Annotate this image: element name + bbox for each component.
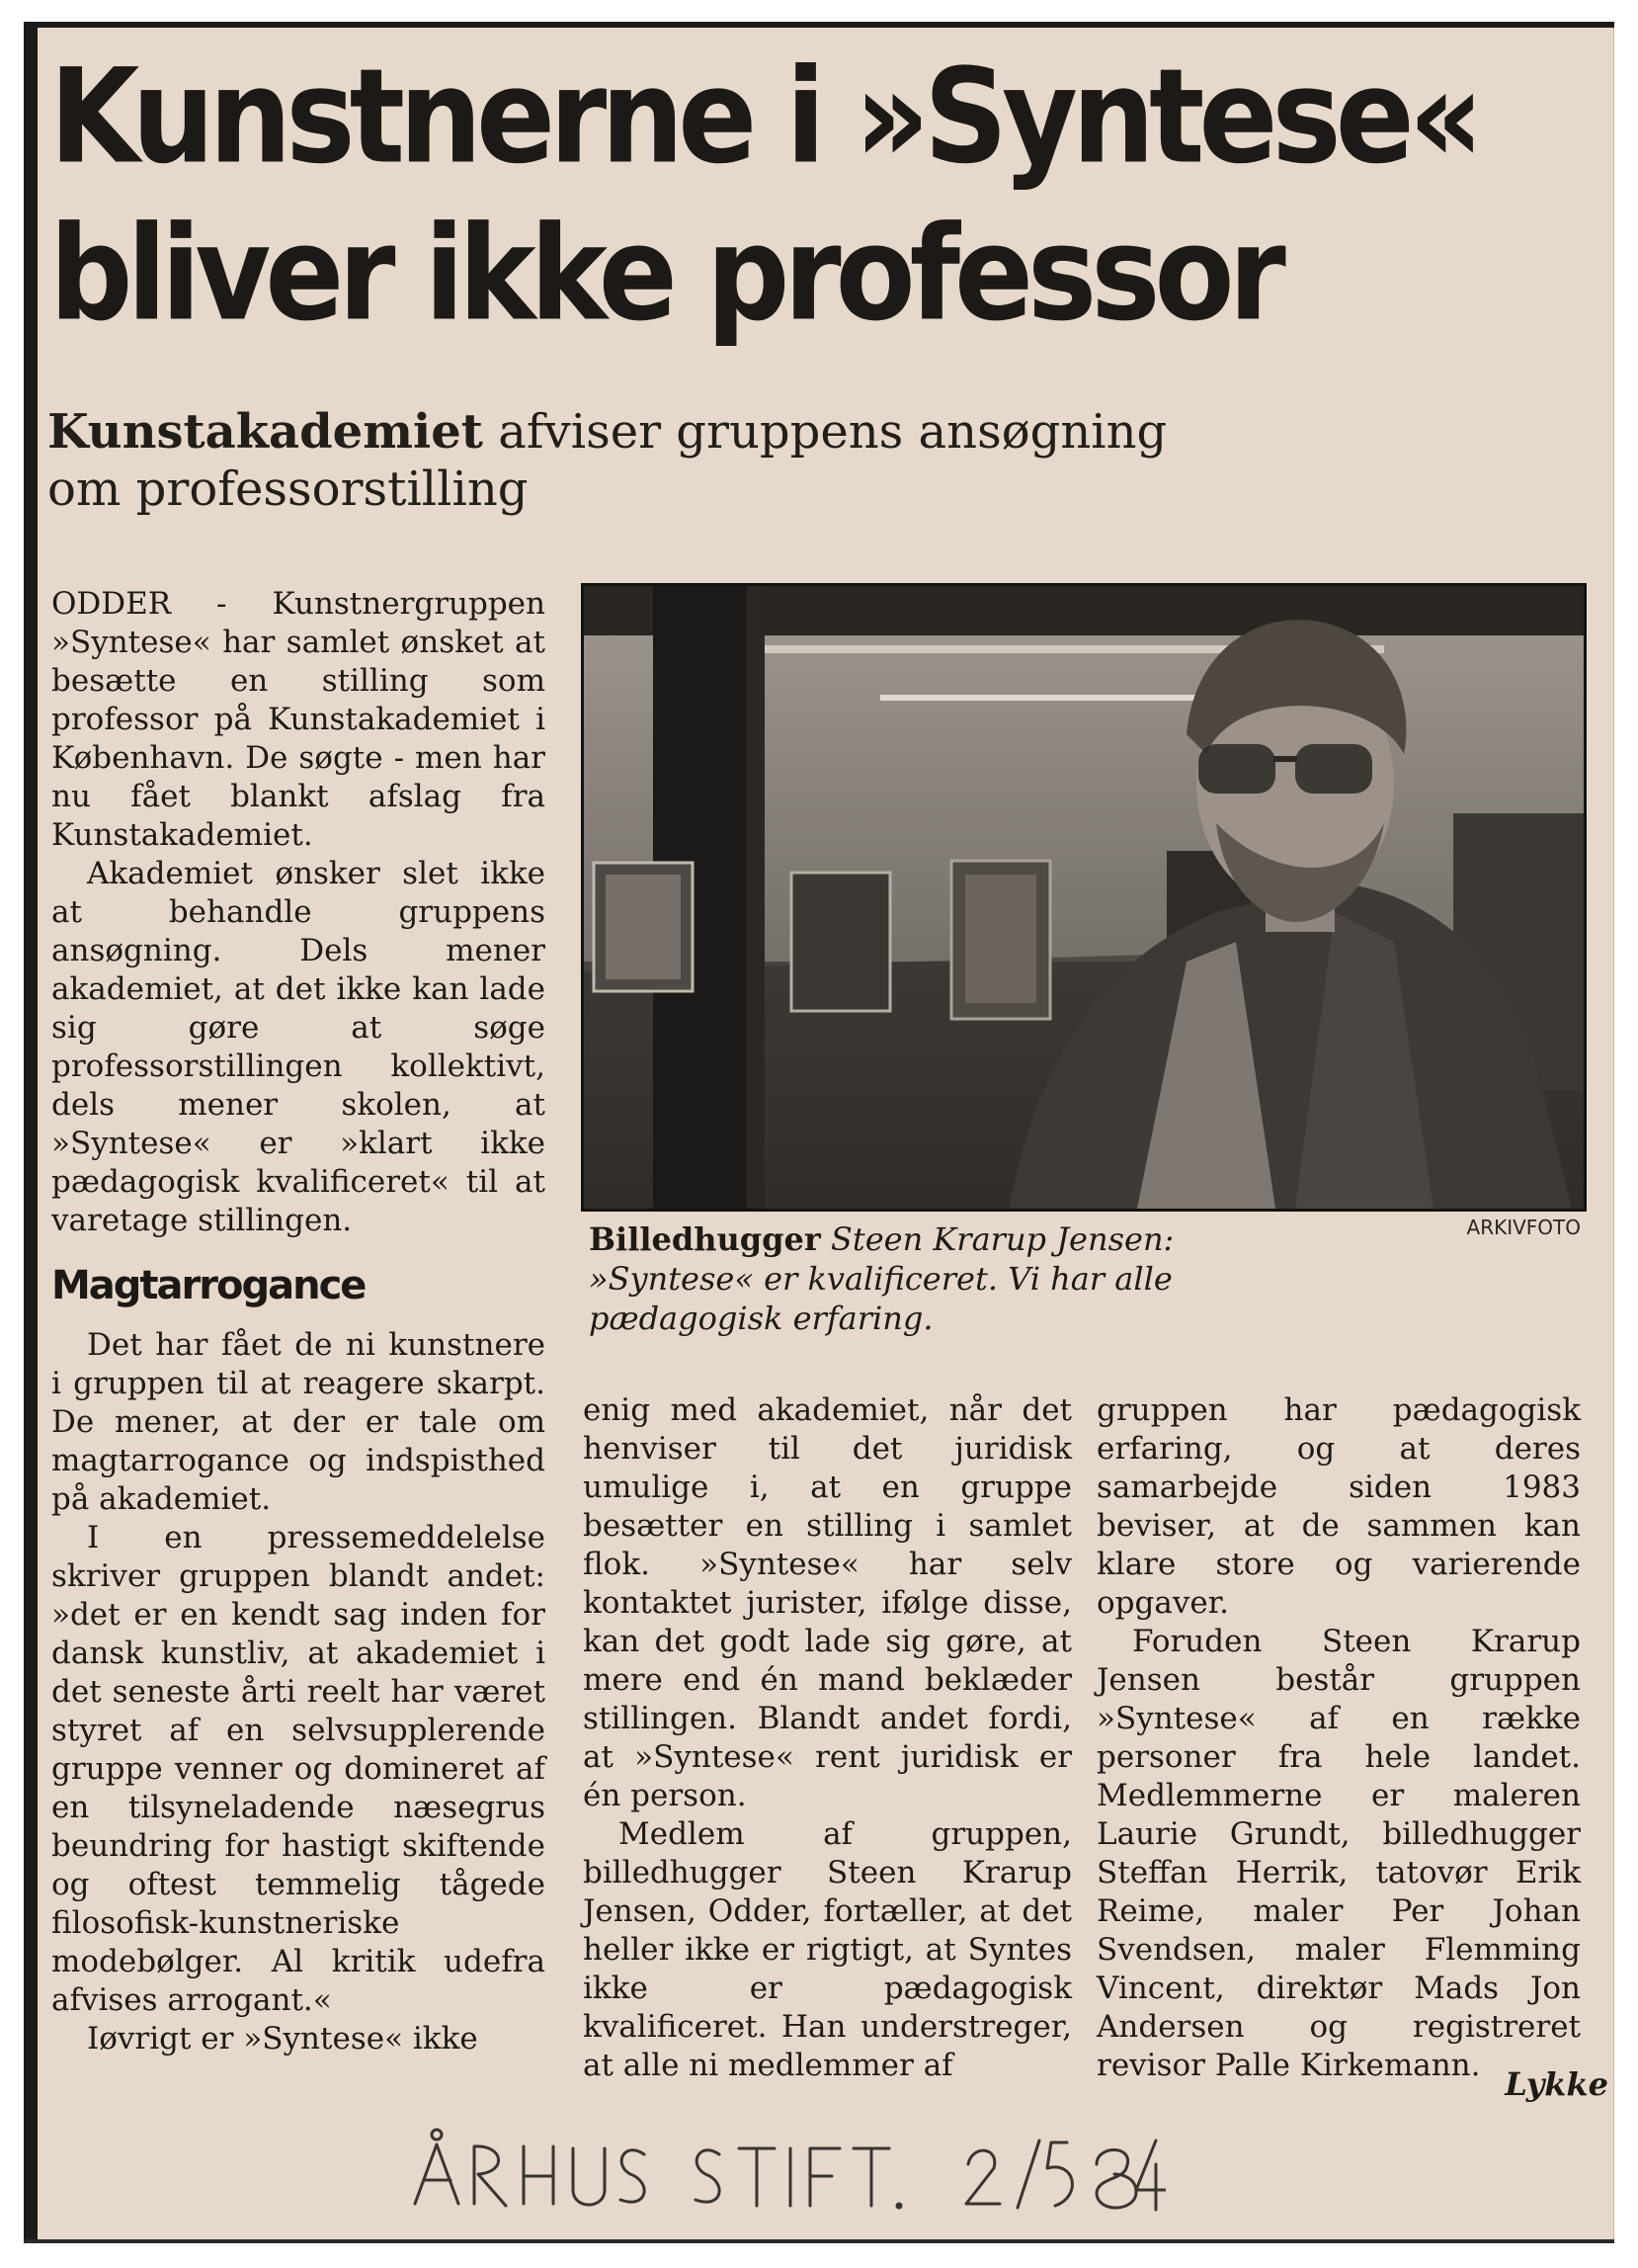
paragraph: ODDER - Kunstnergruppen »Syntese« har samlet ønsket at besætte en stilling som professor på Kunstakademiet i København. De søgte - men har nu fået blankt afslag fra Kunstakademiet. [51, 586, 545, 853]
paragraph: Medlem af gruppen, billedhugger Steen Krarup Jensen, Odder, fortæller, at det heller ikke er rigtigt, at Syntes ikke er pædagogisk kvalificeret. Han understreger, at alle ni medlemmer af [583, 1816, 1072, 2083]
column-3 [1097, 1391, 1581, 2085]
column-1-top [51, 585, 545, 1240]
handwritten-source-note [375, 2125, 1166, 2233]
subhead-line-1-rest: afviser gruppens ansøgning [482, 404, 1168, 460]
crosshead: Magtarrogance [51, 1263, 366, 1308]
subhead-bold: Kunstakademiet [47, 404, 483, 460]
caption-italic-1: Steen Krarup Jensen: [820, 1220, 1175, 1258]
photo-caption [589, 1219, 1399, 1338]
photo-illustration [584, 586, 1584, 1209]
paragraph: Iøvrigt er »Syntese« ikke [87, 2021, 478, 2057]
paragraph: I en pressemeddelelse skriver gruppen blandt andet: »det er en kendt sag inden for dansk kunstliv, at akademiet i det seneste årti reelt har været styret af en selvsupplerende gruppe venner og domineret af en tilsyneladende næsegrus beundring for hastigt skiftende og oftest temmelig tågede filosofisk-kunstneriske modebølger. Al kritik udefra afvises arrogant.« [51, 1520, 545, 2018]
photo-credit: ARKIVFOTO [1466, 1216, 1581, 1239]
article-photo [581, 583, 1587, 1212]
caption-italic-2: »Syntese« er kvalificeret. Vi har alle [589, 1260, 1173, 1298]
paragraph: Det har fået de ni kunstnere i gruppen til at reagere skarpt. De mener, at der er tale om magtarrogance og indspisthed på akademiet. [51, 1327, 545, 1517]
paragraph: Foruden Steen Krarup Jensen består gruppen »Syntese« af en række personer fra hele landet. Medlemmerne er maleren Laurie Grundt, billedhugger Steffan Herrik, tatovør Erik Reime, maler Per Johan Svendsen, maler Flemming Vincent, direktør Mads Jon Andersen og registreret revisor Palle Kirkemann. [1097, 1624, 1581, 2083]
column-1-bottom [51, 1326, 545, 2058]
caption-italic-3: pædagogisk erfaring. [589, 1300, 934, 1337]
scan-border-bottom [24, 2239, 1614, 2243]
column-2 [583, 1391, 1072, 2085]
paragraph: gruppen har pædagogisk erfaring, og at deres samarbejde siden 1983 beviser, at de sammen kan klare store og varierende opgaver. [1097, 1392, 1581, 1621]
article-subheadline [47, 403, 1431, 518]
scan-border-left [24, 22, 38, 2243]
article-headline [49, 38, 1591, 352]
headline-line-1: Kunstnerne i »Syntese« [49, 40, 1478, 193]
scan-border-top [24, 22, 1614, 28]
caption-bold: Billedhugger [589, 1220, 821, 1258]
author-signature: Lykke [1505, 2065, 1608, 2103]
headline-line-2: bliver ikke professor [49, 197, 1280, 350]
subhead-line-2: om professorstilling [47, 462, 529, 517]
paragraph: Akademiet ønsker slet ikke at behandle gruppens ansøgning. Dels mener akademiet, at det ikke kan lade sig gøre at søge professorstillingen kollektivt, dels mener skolen, at »Syntese« er »klart ikke pædagogisk kvalificeret« til at varetage stillingen. [51, 856, 545, 1238]
paragraph: enig med akademiet, når det henviser til det juridisk umulige i, at en gruppe besætter en stilling i samlet flok. »Syntese« har selv kontaktet jurister, ifølge disse, kan det godt lade sig gøre, at mere end én mand beklæder stillingen. Blandt andet fordi, at »Syntese« rent juridisk er én person. [583, 1392, 1072, 1813]
